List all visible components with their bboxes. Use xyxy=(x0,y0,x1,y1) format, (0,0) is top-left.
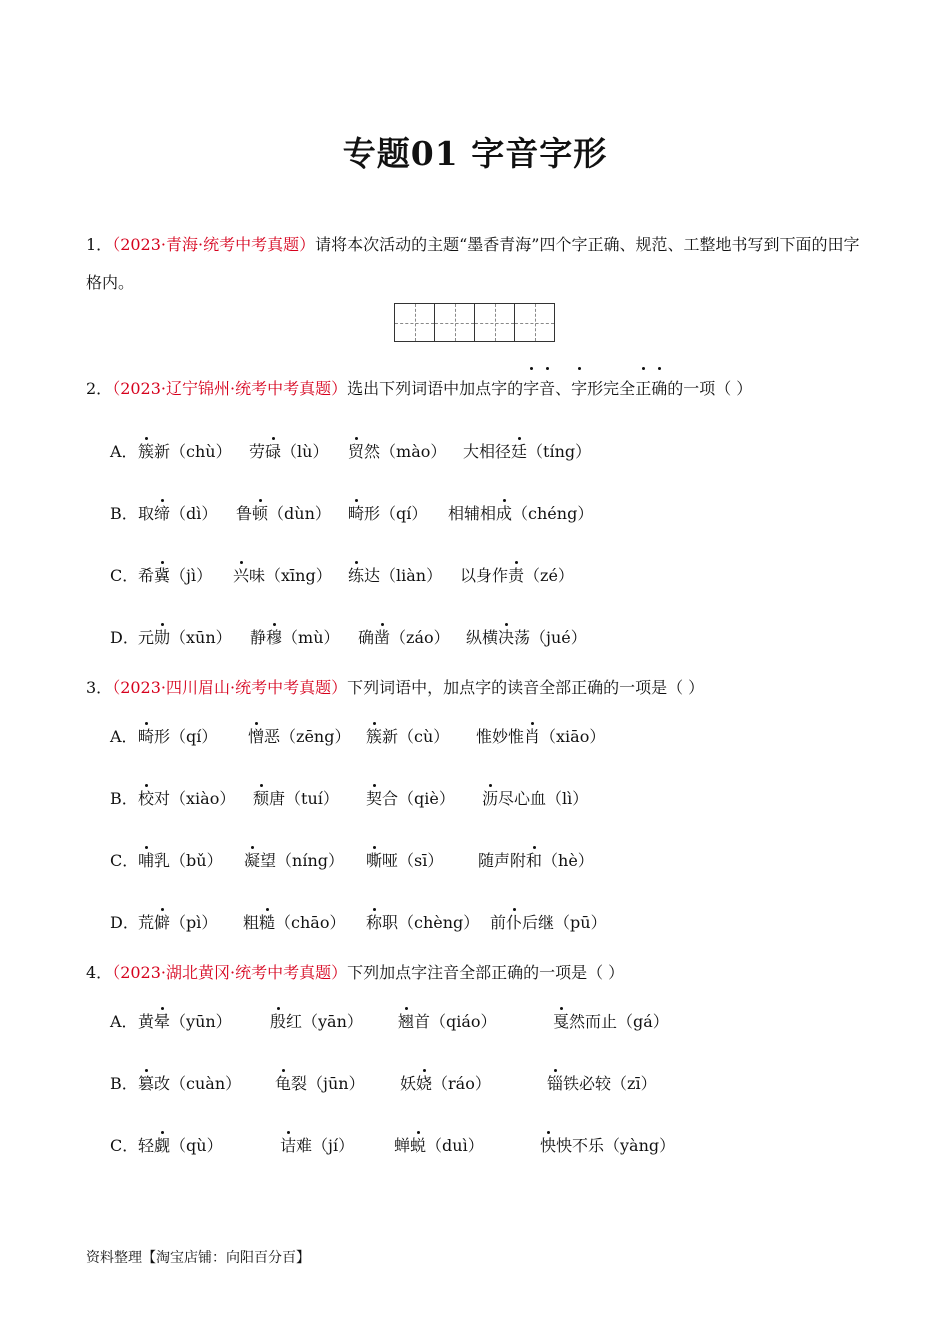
question-2 xyxy=(86,370,866,408)
page-title: 专题01 字音字形 xyxy=(342,134,608,173)
word-part-pre: 鲁 xyxy=(236,504,253,523)
word-part-pre: 妖 xyxy=(400,1074,417,1093)
dotted-char: 凿 xyxy=(374,626,390,650)
word-part-post: 望（níng） xyxy=(260,851,344,870)
option-word xyxy=(138,440,232,464)
option-word xyxy=(138,564,212,588)
word-part-post: 合（qiè） xyxy=(382,789,455,808)
dotted-char: 戛 xyxy=(553,1010,569,1034)
grid-cell xyxy=(395,304,435,341)
question-1 xyxy=(86,226,866,302)
word-part-post: 尽心血（lì） xyxy=(498,789,589,808)
question-text: 、 xyxy=(555,379,572,398)
dotted-char: 音 xyxy=(539,370,555,408)
option-word xyxy=(394,1134,484,1158)
option-word xyxy=(348,502,427,526)
option-word xyxy=(366,849,443,873)
question-text: 形完全 xyxy=(587,379,636,398)
word-part-pre: 劳 xyxy=(249,442,266,461)
dotted-char: 练 xyxy=(348,564,364,588)
dotted-char: 兴 xyxy=(233,564,249,588)
dotted-char: 校 xyxy=(138,787,154,811)
dotted-char: 憎 xyxy=(248,725,264,749)
word-part-post: 然而止（gá） xyxy=(569,1012,669,1031)
word-part-post: 味（xīng） xyxy=(249,566,332,585)
word-part-post: （zé） xyxy=(524,566,574,585)
word-part-post: 改（cuàn） xyxy=(154,1074,242,1093)
option-word xyxy=(233,564,332,588)
dotted-char: 责 xyxy=(508,564,524,588)
dotted-char: 哺 xyxy=(138,849,154,873)
question-3 xyxy=(86,669,866,707)
option-letter: D． xyxy=(110,913,139,932)
word-part-post: （pì） xyxy=(170,913,218,932)
word-part-pre: 静 xyxy=(250,628,267,647)
dotted-char: 沥 xyxy=(482,787,498,811)
dotted-char: 穆 xyxy=(266,626,282,650)
word-part-post: （chāo） xyxy=(275,913,346,932)
question-4 xyxy=(86,954,866,992)
word-part-pre: 元 xyxy=(138,628,155,647)
word-part-post: （lù） xyxy=(281,442,329,461)
option-word xyxy=(448,502,593,526)
word-part-post: 难（jí） xyxy=(296,1136,355,1155)
dotted-char: 顿 xyxy=(252,502,268,526)
word-part-post: 哑（sī） xyxy=(382,851,444,870)
word-part-pre: 随声附 xyxy=(478,851,527,870)
option-word xyxy=(553,1010,669,1034)
option-letter: A． xyxy=(110,442,138,461)
word-part-post: 新（cù） xyxy=(382,727,450,746)
question-number: 1． xyxy=(86,235,113,254)
option-word xyxy=(348,440,446,464)
dotted-char: 确 xyxy=(651,370,667,408)
option-letter: B． xyxy=(110,789,138,808)
option-word xyxy=(540,1134,675,1158)
option-word xyxy=(400,1072,491,1096)
option-word xyxy=(460,564,574,588)
option-letter: D． xyxy=(110,628,139,647)
option-word xyxy=(366,911,479,935)
word-part-pre: 以身作 xyxy=(460,566,509,585)
word-part-pre: 希 xyxy=(138,566,155,585)
dotted-char: 蜕 xyxy=(410,1134,426,1158)
question-number: 3． xyxy=(86,678,113,697)
question-source: （2023·青海·统考中考真题） xyxy=(112,235,316,254)
word-part-post: （duì） xyxy=(426,1136,484,1155)
word-part-post: 新（chù） xyxy=(154,442,232,461)
word-part-post: （jì） xyxy=(170,566,213,585)
word-part-post: 乳（bǔ） xyxy=(154,851,223,870)
word-part-post: 红（yān） xyxy=(286,1012,363,1031)
dotted-char: 娆 xyxy=(416,1072,432,1096)
dotted-char: 正 xyxy=(635,370,651,408)
option-word xyxy=(138,849,223,873)
option-word xyxy=(466,626,587,650)
dotted-char: 僻 xyxy=(154,911,170,935)
question-number: 2． xyxy=(86,379,113,398)
dotted-char: 殷 xyxy=(270,1010,286,1034)
dotted-char: 和 xyxy=(526,849,542,873)
dotted-char: 字 xyxy=(571,370,587,408)
dotted-char: 怏 xyxy=(540,1134,556,1158)
option-letter: C． xyxy=(110,851,139,870)
question-source: （2023·辽宁锦州·统考中考真题） xyxy=(112,379,348,398)
option-word xyxy=(138,626,232,650)
dotted-char: 晕 xyxy=(154,1010,170,1034)
word-part-post: 怏不乐（yàng） xyxy=(556,1136,676,1155)
dotted-char: 勋 xyxy=(154,626,170,650)
option-word xyxy=(463,440,591,464)
option-word xyxy=(138,502,217,526)
option-word xyxy=(366,725,449,749)
dotted-char: 廷 xyxy=(511,440,527,464)
dotted-char: 翘 xyxy=(398,1010,414,1034)
word-part-post: （xiāo） xyxy=(540,727,606,746)
question-text: 下列加点字注音全部正确的一项是（ ） xyxy=(347,963,625,982)
option-word xyxy=(358,626,450,650)
option-word xyxy=(138,787,235,811)
dotted-char: 契 xyxy=(366,787,382,811)
word-part-post: （záo） xyxy=(390,628,450,647)
option-word xyxy=(138,725,217,749)
option-word xyxy=(398,1010,497,1034)
option-letter: A． xyxy=(110,1012,138,1031)
dotted-char: 觑 xyxy=(154,1134,170,1158)
option-word xyxy=(547,1072,657,1096)
word-part-pre: 相辅相 xyxy=(448,504,497,523)
option-word xyxy=(243,911,345,935)
footer-note: 资料整理【淘宝店铺：向阳百分百】 xyxy=(86,1250,310,1266)
word-part-pre: 纵横 xyxy=(466,628,499,647)
option-word xyxy=(138,911,217,935)
dotted-char: 字 xyxy=(523,370,539,408)
dotted-char: 龟 xyxy=(275,1072,291,1096)
word-part-pre: 大相径 xyxy=(463,442,512,461)
option-letter: B． xyxy=(110,504,138,523)
grid-cell xyxy=(435,304,475,341)
word-part-post: 职（chèng） xyxy=(382,913,480,932)
option-word xyxy=(248,725,350,749)
word-part-pre: 惟妙惟 xyxy=(476,727,525,746)
option-word xyxy=(249,440,328,464)
option-word xyxy=(253,787,339,811)
option-word xyxy=(138,1072,241,1096)
question-source: （2023·湖北黄冈·统考中考真题） xyxy=(112,963,348,982)
question-number: 4． xyxy=(86,963,113,982)
dotted-char: 仆 xyxy=(506,911,522,935)
question-text: 的一项（ ） xyxy=(667,379,753,398)
word-part-post: 恶（zēng） xyxy=(264,727,351,746)
option-word xyxy=(366,787,455,811)
word-part-post: 唐（tuí） xyxy=(269,789,339,808)
word-part-post: （qù） xyxy=(170,1136,223,1155)
word-part-pre: 蝉 xyxy=(394,1136,411,1155)
word-part-pre: 轻 xyxy=(138,1136,155,1155)
word-part-post: （dùn） xyxy=(268,504,331,523)
option-word xyxy=(478,849,594,873)
dotted-char: 簇 xyxy=(366,725,382,749)
dotted-char: 肖 xyxy=(524,725,540,749)
option-letter: C． xyxy=(110,566,139,585)
word-part-post: 形（qí） xyxy=(154,727,218,746)
question-text: 请将本次活动的主题“墨香青海”四个字正确、规范、工整地书写到下面的田字格内。 xyxy=(86,235,860,292)
word-part-pre: 荒 xyxy=(138,913,155,932)
option-word xyxy=(250,626,340,650)
option-word xyxy=(236,502,331,526)
option-word xyxy=(490,911,607,935)
dotted-char: 缔 xyxy=(154,502,170,526)
dotted-char: 颓 xyxy=(253,787,269,811)
word-part-post: （dì） xyxy=(170,504,218,523)
dotted-char: 糙 xyxy=(259,911,275,935)
word-part-post: （ráo） xyxy=(432,1074,491,1093)
dotted-char: 贸 xyxy=(348,440,364,464)
word-part-pre: 粗 xyxy=(243,913,260,932)
question-text: 选出下列词语中加点字的 xyxy=(347,379,524,398)
word-part-post: （xūn） xyxy=(170,628,232,647)
dotted-char: 碌 xyxy=(265,440,281,464)
word-part-pre: 黄 xyxy=(138,1012,155,1031)
word-part-post: 荡（jué） xyxy=(514,628,587,647)
option-letter: B． xyxy=(110,1074,138,1093)
option-word xyxy=(275,1072,365,1096)
dotted-char: 决 xyxy=(498,626,514,650)
word-part-post: 后继（pū） xyxy=(522,913,607,932)
dotted-char: 嘶 xyxy=(366,849,382,873)
word-part-post: （mù） xyxy=(282,628,340,647)
word-part-post: （hè） xyxy=(542,851,594,870)
word-part-pre: 确 xyxy=(358,628,375,647)
grid-cell xyxy=(515,304,554,341)
word-part-post: 形（qí） xyxy=(364,504,428,523)
word-part-post: （chéng） xyxy=(512,504,594,523)
dotted-char: 冀 xyxy=(154,564,170,588)
question-source: （2023·四川眉山·统考中考真题） xyxy=(112,678,348,697)
option-word xyxy=(280,1134,354,1158)
option-word xyxy=(270,1010,363,1034)
option-word xyxy=(244,849,344,873)
dotted-char: 篡 xyxy=(138,1072,154,1096)
word-part-post: 裂（jūn） xyxy=(291,1074,365,1093)
option-letter: A． xyxy=(110,727,138,746)
word-part-post: 铁必较（zī） xyxy=(563,1074,657,1093)
option-word xyxy=(138,1134,223,1158)
dotted-char: 畸 xyxy=(348,502,364,526)
dotted-char: 锱 xyxy=(547,1072,563,1096)
option-word xyxy=(476,725,605,749)
dotted-char: 凝 xyxy=(244,849,260,873)
option-word xyxy=(138,1010,232,1034)
option-letter: C． xyxy=(110,1136,139,1155)
word-part-pre: 前 xyxy=(490,913,507,932)
option-word xyxy=(348,564,442,588)
question-text: 下列词语中，加点字的读音全部正确的一项是（ ） xyxy=(347,678,705,697)
word-part-post: 然（mào） xyxy=(364,442,447,461)
word-part-pre: 取 xyxy=(138,504,155,523)
word-part-post: 首（qiáo） xyxy=(414,1012,497,1031)
word-part-post: （yūn） xyxy=(170,1012,232,1031)
word-part-post: （tíng） xyxy=(527,442,592,461)
dotted-char: 畸 xyxy=(138,725,154,749)
dotted-char: 簇 xyxy=(138,440,154,464)
dotted-char: 称 xyxy=(366,911,382,935)
dotted-char: 成 xyxy=(496,502,512,526)
word-part-post: 对（xiào） xyxy=(154,789,236,808)
word-part-post: 达（liàn） xyxy=(364,566,443,585)
dotted-char: 诘 xyxy=(280,1134,296,1158)
option-word xyxy=(482,787,588,811)
grid-cell xyxy=(475,304,515,341)
tianzige-grid xyxy=(394,303,555,342)
